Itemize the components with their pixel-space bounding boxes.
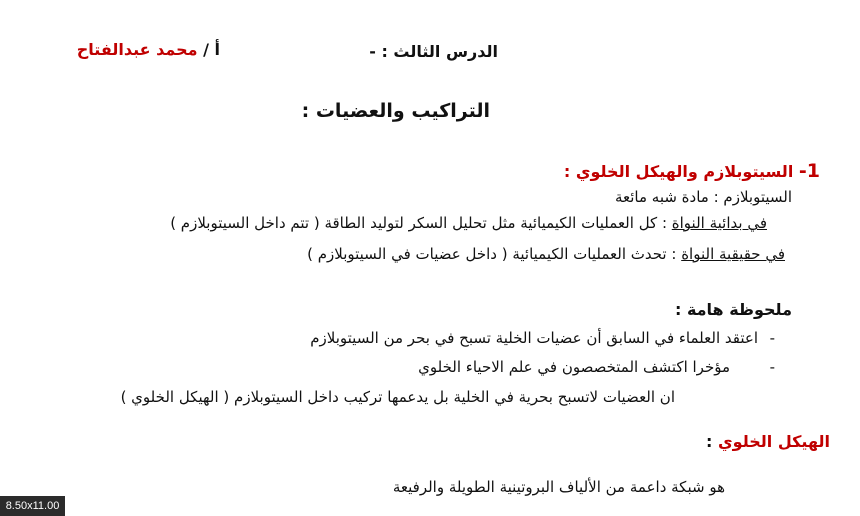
note-conclusion: ان العضيات لاتسبح بحرية في الخلية بل يدعمها تركيب داخل السيتوبلازم ( الهيكل الخلوي ) <box>120 388 675 406</box>
section1-number: 1- <box>798 160 820 182</box>
note-heading: ملحوظة هامة : <box>674 300 792 319</box>
section1-title: السيتوبلازم والهيكل الخلوي : <box>563 162 794 181</box>
eukaryote-text: : تحدث العمليات الكيميائية ( داخل عضيات في السيتوبلازم ) <box>307 245 682 263</box>
prokaryote-label: في بدائية النواة <box>671 214 767 232</box>
bullet-marker-1: - <box>769 329 775 347</box>
section1-heading <box>564 160 820 182</box>
note-bullet-2: مؤخرا اكتشف المتخصصون في علم الاحياء الخلوي <box>418 358 730 376</box>
eukaryote-line <box>307 245 785 263</box>
cytoskeleton-heading <box>706 432 830 451</box>
cytoskeleton-definition: هو شبكة داعمة من الألياف البروتينية الطويلة والرفيعة <box>392 478 725 496</box>
page-title: التراكيب والعضيات : <box>301 100 490 122</box>
bullet-marker-2: - <box>769 358 775 376</box>
prokaryote-text: : كل العمليات الكيميائية مثل تحليل السكر لتوليد الطاقة ( تتم داخل السيتوبلازم ) <box>170 214 672 232</box>
teacher-prefix: أ / <box>203 40 220 59</box>
prokaryote-line <box>170 214 767 232</box>
teacher-line <box>77 40 220 59</box>
note-bullet-1: اعتقد العلماء في السابق أن عضيات الخلية تسبح في بحر من السيتوبلازم <box>310 329 758 347</box>
page-size-indicator: 8.50x11.00 <box>0 496 65 516</box>
cytoskeleton-colon: : <box>706 432 718 451</box>
lesson-label: الدرس الثالث : - <box>369 42 498 61</box>
eukaryote-label: في حقيقية النواة <box>681 245 785 263</box>
teacher-name: محمد عبدالفتاح <box>76 40 198 59</box>
cytoskeleton-title: الهيكل الخلوي <box>718 432 830 451</box>
cytoplasm-definition: السيتوبلازم : مادة شبه مائعة <box>614 188 792 206</box>
